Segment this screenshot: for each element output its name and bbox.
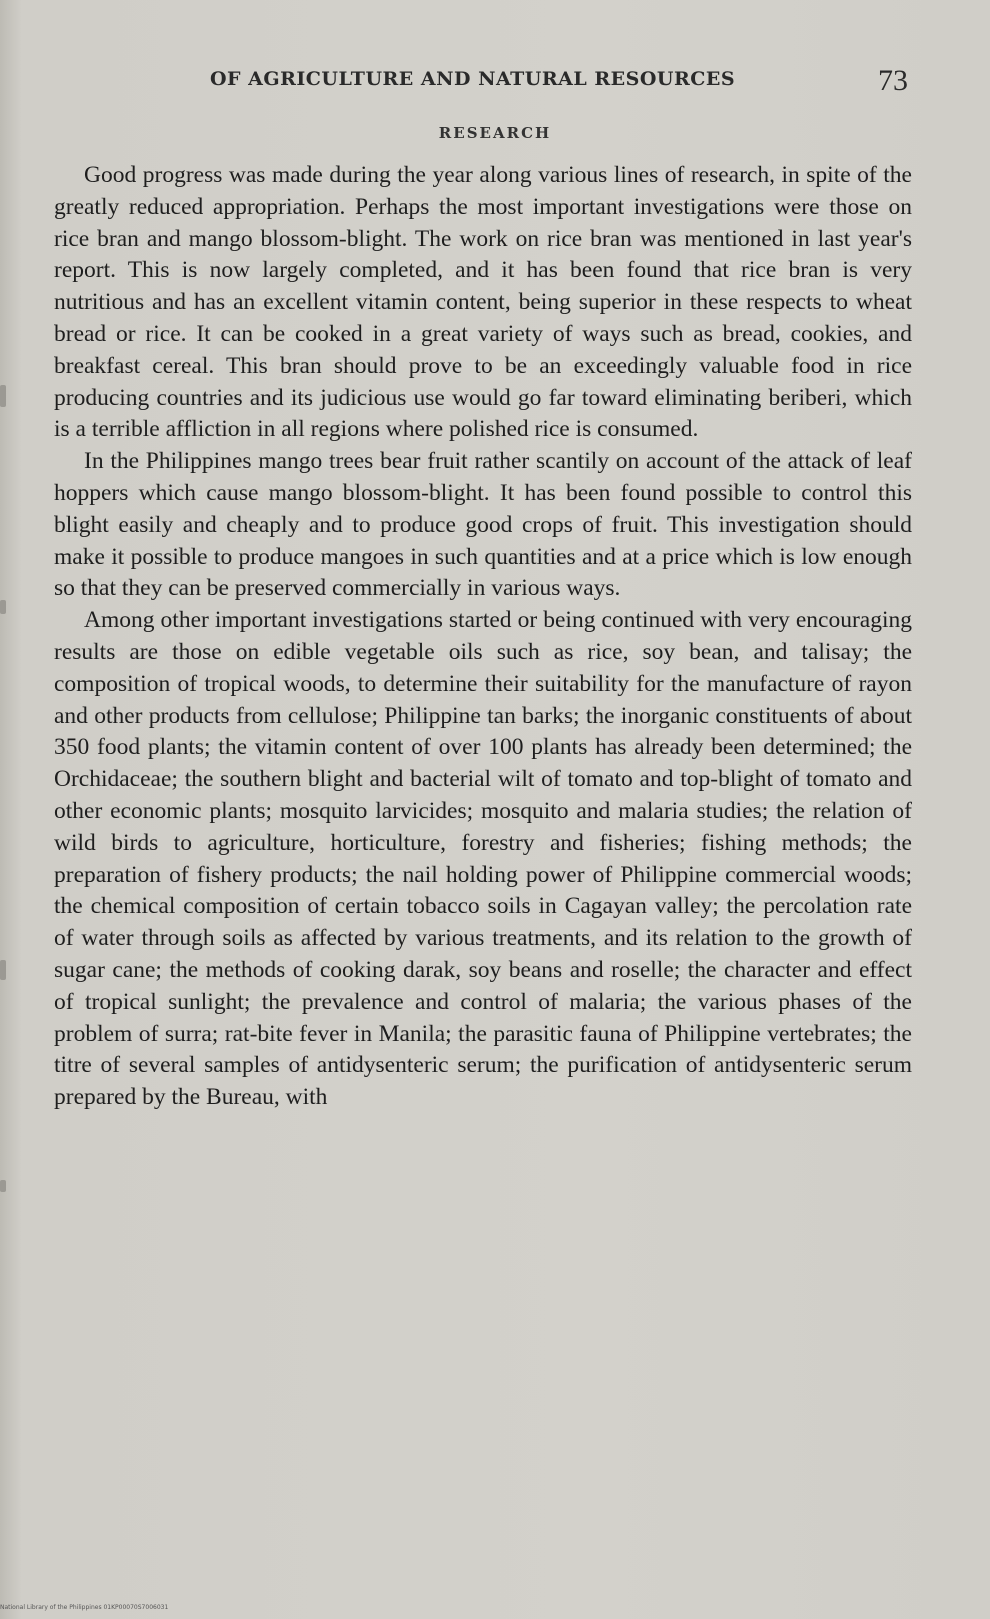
scan-credit: National Library of the Philippines 01KP00070S7006031 [0,1604,169,1611]
body-text [54,160,912,1114]
scan-edge-mark [0,960,6,980]
running-head: OF AGRICULTURE AND NATURAL RESOURCES [210,68,736,90]
paragraph: Good progress was made during the year along various lines of research, in spite of the greatly reduced appropriation. Perhaps the most important investigations were those on rice bran and mango blossom-blight. The work on rice bran was mentioned in last year's report. This is now largely completed, and it has been found that rice bran is very nutritious and has an excellent vitamin content, being superior in these respects to wheat bread or rice. It can be cooked in a great variety of ways such as bread, cookies, and breakfast cereal. This bran should prove to be an exceedingly valuable food in rice producing countries and its judicious use would go far toward eliminating beriberi, which is a terrible affliction in all regions where polished rice is consumed. [54,162,912,443]
page-number: 73 [878,64,908,97]
scan-edge-mark [0,385,6,407]
scan-edge-mark [0,1180,6,1192]
section-heading: RESEARCH [438,124,552,142]
page-header [0,64,990,104]
scan-edge-mark [0,600,6,614]
paragraph: Among other important investigations started or being continued with very encouraging results are those on edible vegetable oils such as rice, soy bean, and talisay; the composition of tropical woods, to determine their suitability for the manufacture of rayon and other products from cellulose; Philippine tan barks; the inorganic constituents of about 350 food plants; the vitamin content of over 100 plants has already been determined; the Orchidaceae; the southern blight and bacterial wilt of tomato and top-blight of tomato and other economic plants; mosquito larvicides; mosquito and malaria studies; the relation of wild birds to agriculture, horticulture, forestry and fisheries; fishing methods; the preparation of fishery products; the nail holding power of Philippine commercial woods; the chemical composition of certain tobacco soils in Cagayan valley; the percolation rate of water through soils as affected by various treatments, and its relation to the growth of sugar cane; the methods of cooking darak, soy beans and roselle; the character and effect of tropical sunlight; the prevalence and control of malaria; the various phases of the problem of surra; rat-bite fever in Manila; the parasitic fauna of Philippine vertebrates; the titre of several samples of antidysenteric serum; the purification of antidysenteric serum prepared by the Bureau, with [54,607,912,1111]
paragraph: In the Philippines mango trees bear fruit rather scantily on account of the attack of leaf hoppers which cause mango blossom-blight. It has been found possible to control this blight easily and cheaply and to produce good crops of fruit. This investigation should make it possible to produce mangoes in such quantities and at a price which is low enough so that they can be preserved commercially in various ways. [54,448,912,602]
